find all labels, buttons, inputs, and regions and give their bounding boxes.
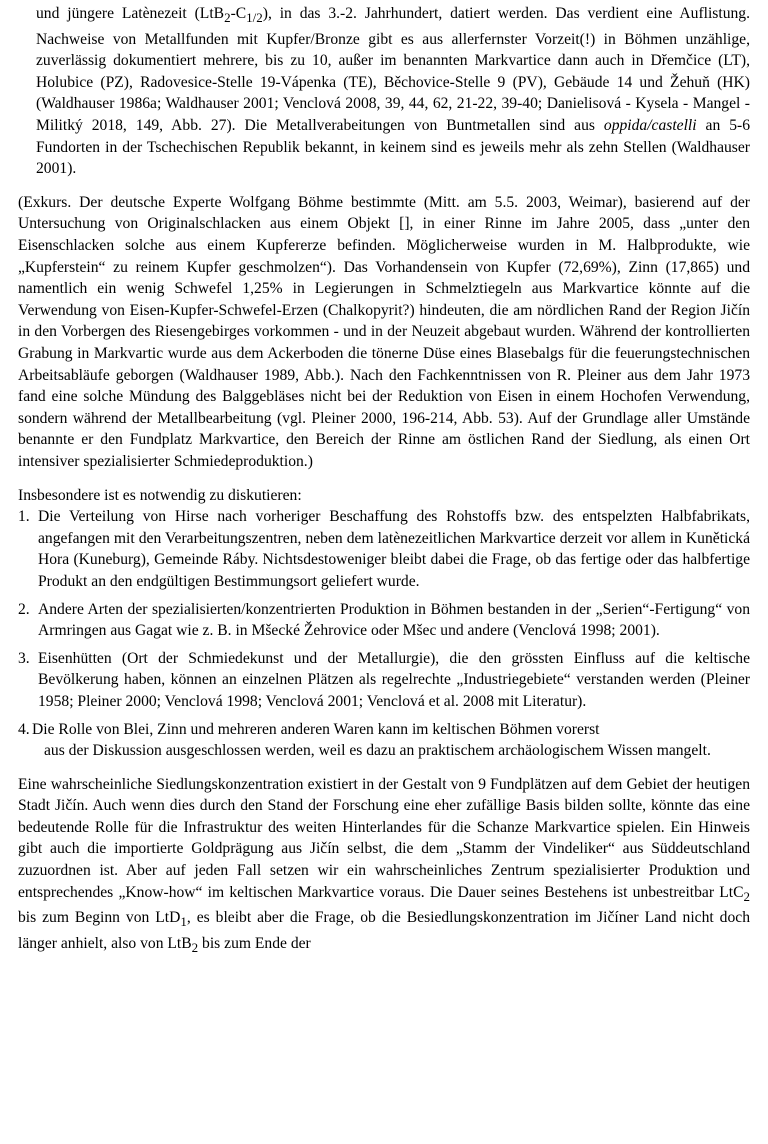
text-run: Eine wahrscheinliche Siedlungskonzentration existiert in der Gestalt von 9 Fundplätzen auf dem Gebiet der heutigen Stadt Jičín. Auch wenn dies durch den Stand der Forschung eine eher zufällige Basis bilden sollte, könnte das eine bedeutende Rolle für die Infrastruktur des weiten Hinterlandes für die Schanze Markvartice spielen. Ein Hinweis gibt auch die importierte Goldprägung aus Jičín selbst, die dem „Stamm der Vindeliker“ aus Süddeutschland zuzuordnen ist. Aber auf jeden Fall setzen wir ein wahrscheinliches Zentrum spezialisierter Produktion und entsprechendes „Know-how“ im keltischen Markvartice voraus. Die Dauer seines Bestehens ist unbestreitbar LtC	[18, 775, 750, 901]
list-item	[18, 506, 750, 592]
text-run: bis zum Ende der	[198, 935, 311, 953]
list-item-continuation: aus der Diskussion ausgeschlossen werden, weil es dazu an praktischem archäologischem Wissen mangelt.	[44, 742, 711, 760]
paragraph-metal-finds	[18, 3, 750, 180]
list-number: 3.	[18, 649, 30, 667]
list-item	[18, 648, 750, 713]
list-item-text	[32, 719, 750, 762]
list-item-first-line: Die Rolle von Blei, Zinn und mehreren anderen Waren kann im keltischen Böhmen vorerst	[32, 720, 600, 738]
list-item-text: Eisenhütten (Ort der Schmiedekunst und der Metallurgie), die den grössten Einfluss auf die keltische Bevölkerung haben, können an einzelnen Plätzen als regelrechte „Industriegebiete“ verstanden werden (Pleiner 1958; Pleiner 2000; Venclová 1998; Venclová 2001; Venclová et al. 2008 mit Literatur).	[38, 649, 750, 710]
paragraph-settlement	[18, 774, 750, 959]
text-run: bis zum Beginn von LtD	[18, 909, 181, 927]
text-run: und jüngere Latènezeit (LtB	[36, 5, 225, 22]
list-number: 4.	[18, 720, 30, 738]
subscript: 2	[743, 888, 750, 904]
subscript: 2	[224, 10, 231, 26]
subscript: 1	[180, 914, 187, 930]
text-run: -C	[230, 5, 247, 22]
text-run: , es bleibt aber die Frage, ob die Besiedlungskonzentration im Jičíner Land nicht doch länger anhielt, also von LtB	[18, 909, 750, 953]
subscript: 1/2	[246, 10, 263, 26]
list-number: 2.	[18, 600, 30, 618]
list-number: 1.	[18, 508, 30, 526]
paragraph-excursus: (Exkurs. Der deutsche Experte Wolfgang Böhme bestimmte (Mitt. am 5.5. 2003, Weimar), basierend auf der Untersuchung von Originalschlacken aus einem Objekt [], in einer Rinne im Jahre 2005, dass „unter den Eisenschlacken solche aus einem Kupfererze befinden. Möglicherweise wurden in M. Halbprodukte, wie „Kupferstein“ zu reinem Kupfer geschmolzen“). Das Vorhandensein von Kupfer (72,69%), Zinn (17,865) und namentlich ein wenig Schwefel 1,25% in Legierungen in Schmelztiegeln aus Markvartice könnte auf die Verwendung von Eisen-Kupfer-Schwefel-Erzen (Chalkopyrit?) hindeuten, die am nördlichen Rand der Region Jičín in den Vorbergen des Riesengebirges vorkommen - und in der Neuzeit abgebaut wurden. Während der kontrollierten Grabung in Markvartic wurde aus dem Ackerboden die tönerne Düse eines Blasebalgs für die feuerungstechnischen Arbeitsabläufe geborgen (Waldhauser 1989, Abb.). Nach den Fachkenntnissen von R. Pleiner aus dem Jahr 1973 fand eine solche Mündung des Balggebläses nicht bei der Reduktion von Eisen in einem Hochofen Verwendung, sondern während der Metallbearbeitung (vgl. Pleiner 2000, 196-214, Abb. 53). Auf der Grundlage aller Umstände benannte er den Fundplatz Markvartice, den Bereich der Rinne am östlichen Rand der Siedlung, als einen Ort intensiver spezialisierter Schmiedeproduktion.)	[18, 193, 750, 470]
list-item	[18, 599, 750, 642]
text-run: an 5-6 Fundorten in der Tschechischen Republik bekannt, in keinem sind es jeweils mehr als zehn Stellen (Waldhauser 2001).	[36, 117, 750, 178]
text-run: ), in das 3.-2. Jahrhundert, datiert werden. Das verdient eine Auflistung. Nachweise von Metallfunden mit Kupfer/Bronze gibt es aus allerfernster Vorzeit(!) in Böhmen unzählige, zuverlässig dokumentiert mehrere, bis zu 10, außer im benannten Markvartice dann auch in Dřemčice (LT), Holubice (PZ), Radovesice-Stelle 19-Vápenka (TE), Běchovice-Stelle 9 (PV), Gebäude 14 und Žehuň (HK) (Waldhauser 1986a; Waldhauser 2001; Venclová 2008, 39, 44, 62, 21-22, 39-40; Danielisová - Kysela - Mangel - Militký 2018, 149, Abb. 27). Die Metallverabeitungen von Buntmetallen sind aus	[36, 5, 750, 135]
list-item-text: Andere Arten der spezialisierten/konzentrierten Produktion in Böhmen bestanden in der „Serien“-Fertigung“ von Armringen aus Gagat wie z. B. in Mšecké Žehrovice oder Mšec und andere (Venclová 1998; 2001).	[38, 600, 750, 640]
paragraph-discussion-intro: Insbesondere ist es notwendig zu diskutieren:	[18, 486, 302, 504]
list-item-text: Die Verteilung von Hirse nach vorheriger Beschaffung des Rohstoffs bzw. des entspelzten Halbfabrikats, angefangen mit den Verarbeitungszentren, neben dem latènezeitlichen Markvartice derzeit vor allem in Kunětická Hora (Kuneburg), Gemeinde Ráby. Nichtsdestoweniger bleibt dabei die Frage, ob das fertige oder das halbfertige Produkt an den endgültigen Bestimmungsort geliefert wurde.	[38, 508, 750, 590]
discussion-list	[18, 506, 750, 762]
subscript: 2	[191, 940, 199, 956]
italic-term: oppida/castelli	[603, 117, 697, 135]
list-item	[18, 719, 750, 762]
